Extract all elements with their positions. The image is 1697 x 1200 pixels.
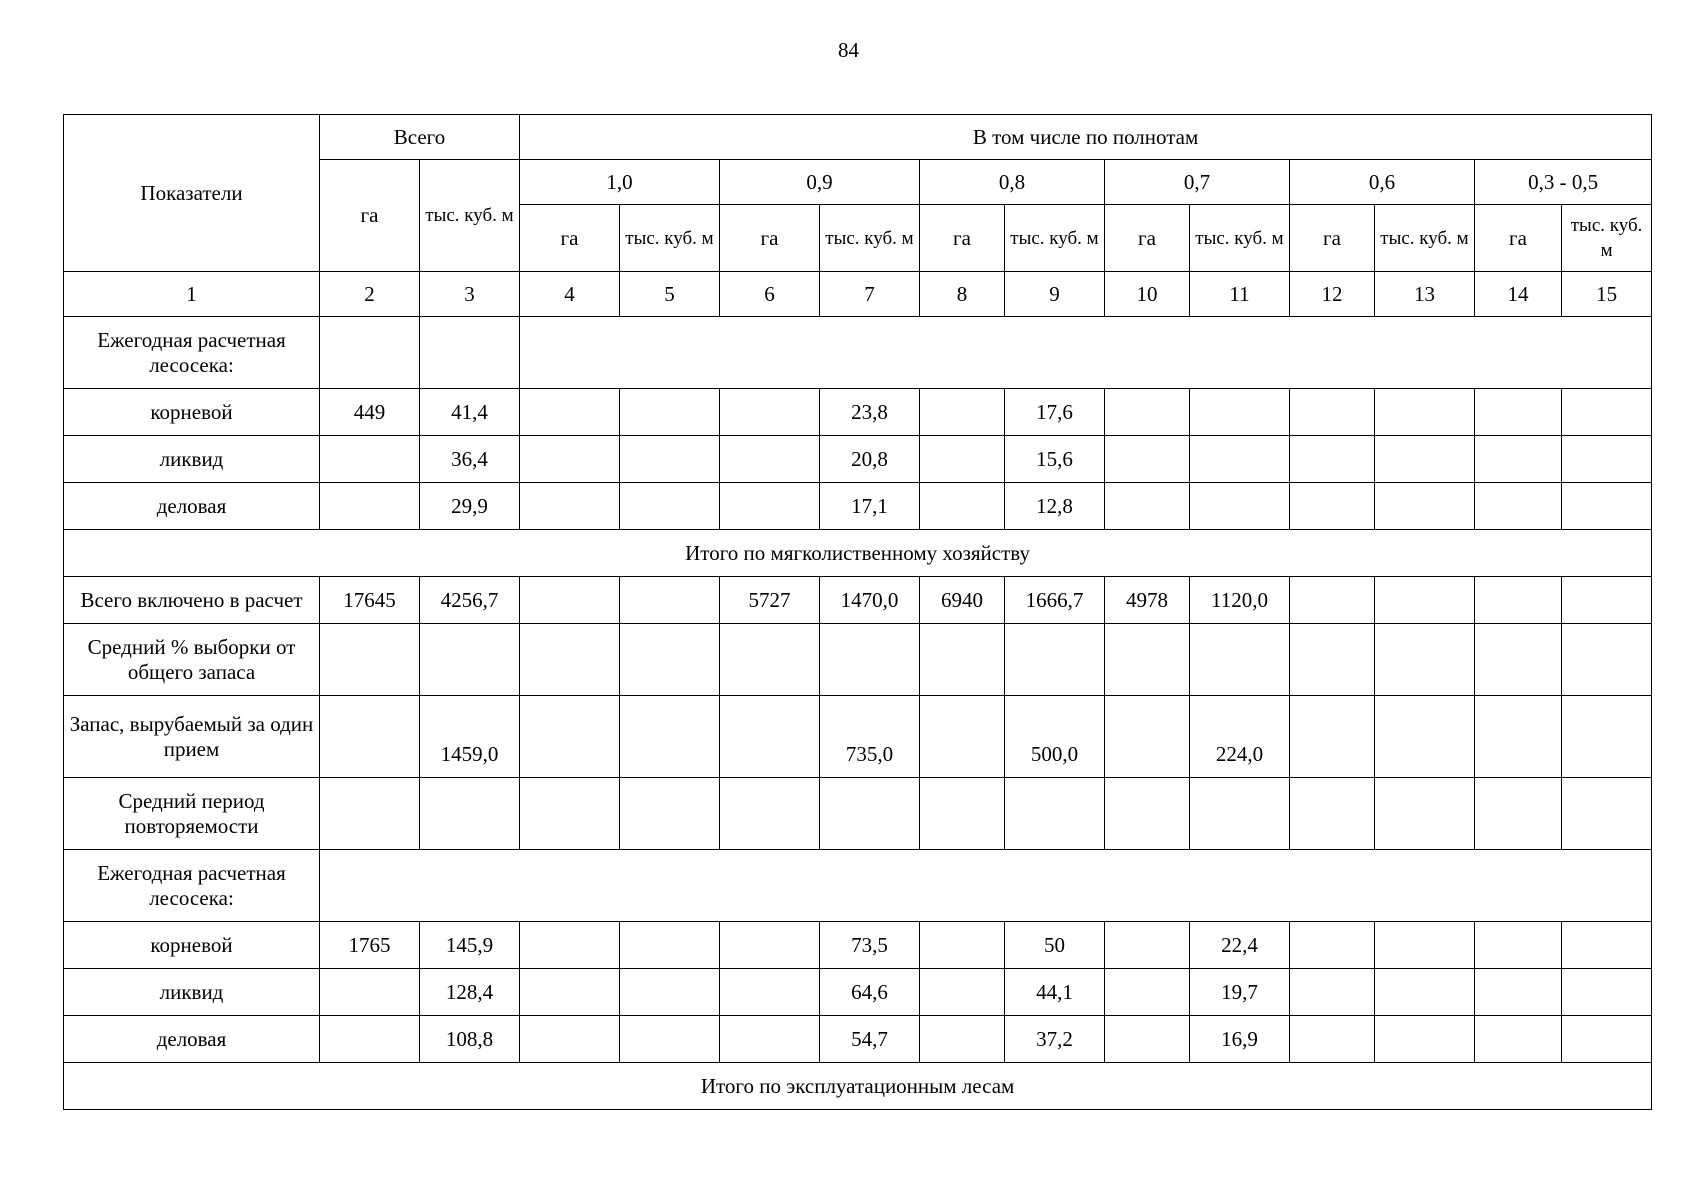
header-volume: тыс. куб. м bbox=[1375, 205, 1475, 272]
table-cell: 73,5 bbox=[820, 922, 920, 969]
header-density: 0,9 bbox=[720, 160, 920, 205]
table-cell: 128,4 bbox=[420, 969, 520, 1016]
table-cell bbox=[1105, 922, 1190, 969]
table-cell bbox=[1375, 624, 1475, 696]
table-cell bbox=[1105, 969, 1190, 1016]
column-number: 10 bbox=[1105, 272, 1190, 317]
table-cell bbox=[1290, 1016, 1375, 1063]
table-cell bbox=[420, 317, 520, 389]
table-cell bbox=[620, 696, 720, 778]
table-cell bbox=[1475, 577, 1562, 624]
table-cell bbox=[1375, 1016, 1475, 1063]
table-cell bbox=[1290, 696, 1375, 778]
table-row bbox=[64, 389, 1652, 436]
table-cell bbox=[520, 483, 620, 530]
table-cell bbox=[1562, 696, 1652, 778]
table-cell bbox=[1190, 624, 1290, 696]
header-volume: тыс. куб. м bbox=[620, 205, 720, 272]
table-cell bbox=[1105, 696, 1190, 778]
table-cell bbox=[720, 624, 820, 696]
table-cell: 17,6 bbox=[1005, 389, 1105, 436]
column-number: 11 bbox=[1190, 272, 1290, 317]
header-ha: га bbox=[1290, 205, 1375, 272]
section-title-softwood: Итого по мягколиственному хозяйству bbox=[64, 530, 1652, 577]
table-cell bbox=[1290, 922, 1375, 969]
table-cell bbox=[620, 483, 720, 530]
row-label: Ежегодная расчетная лесосека: bbox=[64, 317, 320, 389]
table-cell bbox=[1290, 969, 1375, 1016]
header-volume: тыс. куб. м bbox=[1190, 205, 1290, 272]
table-cell bbox=[620, 1016, 720, 1063]
table-row bbox=[64, 778, 1652, 850]
table-cell bbox=[1562, 483, 1652, 530]
table-cell bbox=[1475, 483, 1562, 530]
table-cell: 224,0 bbox=[1190, 696, 1290, 778]
column-number: 1 bbox=[64, 272, 320, 317]
table-cell bbox=[520, 922, 620, 969]
table-row bbox=[64, 969, 1652, 1016]
table-cell bbox=[1475, 922, 1562, 969]
table-cell: 17,1 bbox=[820, 483, 920, 530]
table-cell bbox=[520, 389, 620, 436]
table-cell bbox=[920, 969, 1005, 1016]
header-volume: тыс. куб. м bbox=[1005, 205, 1105, 272]
table-cell bbox=[1375, 969, 1475, 1016]
table-cell bbox=[720, 483, 820, 530]
table-cell bbox=[520, 969, 620, 1016]
table-cell bbox=[520, 778, 620, 850]
page-number: 84 bbox=[838, 38, 859, 62]
table-cell bbox=[1475, 1016, 1562, 1063]
table-cell bbox=[1375, 483, 1475, 530]
table-cell bbox=[1562, 577, 1652, 624]
column-number: 3 bbox=[420, 272, 520, 317]
section-row bbox=[64, 1063, 1652, 1110]
header-total-ha: га bbox=[320, 160, 420, 272]
table-cell bbox=[1562, 922, 1652, 969]
table-cell: 6940 bbox=[920, 577, 1005, 624]
table-cell: 50 bbox=[1005, 922, 1105, 969]
header-density: 0,3 - 0,5 bbox=[1475, 160, 1652, 205]
header-total-volume: тыс. куб. м bbox=[420, 160, 520, 272]
table-cell bbox=[1475, 969, 1562, 1016]
table-cell: 1470,0 bbox=[820, 577, 920, 624]
table-row bbox=[64, 922, 1652, 969]
table-cell bbox=[520, 1016, 620, 1063]
header-volume: тыс. куб. м bbox=[1562, 205, 1652, 272]
column-number: 13 bbox=[1375, 272, 1475, 317]
table-cell bbox=[320, 1016, 420, 1063]
table-cell: 29,9 bbox=[420, 483, 520, 530]
table-cell bbox=[1562, 436, 1652, 483]
table-cell bbox=[1375, 922, 1475, 969]
table-cell bbox=[1190, 389, 1290, 436]
table-cell bbox=[920, 1016, 1005, 1063]
header-volume: тыс. куб. м bbox=[820, 205, 920, 272]
table-cell bbox=[320, 778, 420, 850]
row-label: Всего включено в расчет bbox=[64, 577, 320, 624]
table-cell bbox=[720, 436, 820, 483]
table-row bbox=[64, 850, 1652, 922]
table-cell bbox=[920, 778, 1005, 850]
table-cell bbox=[520, 577, 620, 624]
table-cell bbox=[720, 389, 820, 436]
column-number: 8 bbox=[920, 272, 1005, 317]
table-row bbox=[64, 624, 1652, 696]
table-cell bbox=[1562, 778, 1652, 850]
table-cell bbox=[1290, 577, 1375, 624]
column-number: 5 bbox=[620, 272, 720, 317]
forest-table bbox=[63, 114, 1652, 1110]
table-cell bbox=[720, 922, 820, 969]
table-cell bbox=[1562, 969, 1652, 1016]
row-label: корневой bbox=[64, 389, 320, 436]
column-number: 12 bbox=[1290, 272, 1375, 317]
table-cell bbox=[620, 389, 720, 436]
table-cell bbox=[1190, 483, 1290, 530]
row-label: Средний % выборки от общего запаса bbox=[64, 624, 320, 696]
table-cell bbox=[920, 436, 1005, 483]
table-row bbox=[64, 317, 1652, 389]
table-cell bbox=[320, 624, 420, 696]
header-row-1 bbox=[64, 115, 1652, 160]
table-cell bbox=[1190, 436, 1290, 483]
row-label: корневой bbox=[64, 922, 320, 969]
table-cell: 23,8 bbox=[820, 389, 920, 436]
table-cell: 5727 bbox=[720, 577, 820, 624]
table-cell bbox=[1375, 778, 1475, 850]
table-cell: 4256,7 bbox=[420, 577, 520, 624]
column-number: 9 bbox=[1005, 272, 1105, 317]
table-cell bbox=[920, 483, 1005, 530]
table-cell: 16,9 bbox=[1190, 1016, 1290, 1063]
table-cell: 20,8 bbox=[820, 436, 920, 483]
table-cell bbox=[1475, 436, 1562, 483]
table-cell bbox=[920, 624, 1005, 696]
table-cell bbox=[1290, 483, 1375, 530]
header-by-density: В том числе по полнотам bbox=[520, 115, 1652, 160]
table-cell: 1666,7 bbox=[1005, 577, 1105, 624]
table-cell bbox=[620, 778, 720, 850]
table-cell bbox=[1105, 1016, 1190, 1063]
table-cell: 64,6 bbox=[820, 969, 920, 1016]
table-cell bbox=[1375, 577, 1475, 624]
table-cell: 54,7 bbox=[820, 1016, 920, 1063]
section-title-exploitation: Итого по эксплуатационным лесам bbox=[64, 1063, 1652, 1110]
table-cell bbox=[1475, 389, 1562, 436]
table-cell bbox=[820, 624, 920, 696]
header-density: 0,7 bbox=[1105, 160, 1290, 205]
table-cell bbox=[520, 436, 620, 483]
table-cell bbox=[1475, 778, 1562, 850]
table-cell bbox=[320, 436, 420, 483]
row-label: Запас, вырубаемый за один прием bbox=[64, 696, 320, 778]
column-number: 7 bbox=[820, 272, 920, 317]
column-number: 15 bbox=[1562, 272, 1652, 317]
table-cell bbox=[320, 483, 420, 530]
column-number: 2 bbox=[320, 272, 420, 317]
table-cell bbox=[320, 969, 420, 1016]
table-cell bbox=[1475, 696, 1562, 778]
table-row bbox=[64, 483, 1652, 530]
table-cell bbox=[1005, 778, 1105, 850]
column-number: 14 bbox=[1475, 272, 1562, 317]
column-number-row bbox=[64, 272, 1652, 317]
table-cell: 1120,0 bbox=[1190, 577, 1290, 624]
header-indicators: Показатели bbox=[64, 115, 320, 272]
table-cell: 1765 bbox=[320, 922, 420, 969]
row-label: деловая bbox=[64, 483, 320, 530]
table-cell bbox=[1105, 436, 1190, 483]
table-cell: 1459,0 bbox=[420, 696, 520, 778]
table-cell bbox=[620, 624, 720, 696]
table-cell bbox=[1005, 624, 1105, 696]
header-ha: га bbox=[920, 205, 1005, 272]
table-cell: 19,7 bbox=[1190, 969, 1290, 1016]
header-density: 0,8 bbox=[920, 160, 1105, 205]
table-cell: 4978 bbox=[1105, 577, 1190, 624]
table-cell: 15,6 bbox=[1005, 436, 1105, 483]
table-cell bbox=[1105, 778, 1190, 850]
table-cell bbox=[1290, 389, 1375, 436]
table-cell bbox=[1375, 436, 1475, 483]
table-cell: 500,0 bbox=[1005, 696, 1105, 778]
table-cell bbox=[320, 317, 420, 389]
table-row bbox=[64, 696, 1652, 778]
table-cell bbox=[1190, 778, 1290, 850]
table-cell: 735,0 bbox=[820, 696, 920, 778]
table-cell bbox=[1105, 483, 1190, 530]
merged-empty-cell bbox=[320, 850, 1652, 922]
table-cell bbox=[320, 696, 420, 778]
table-cell bbox=[1562, 624, 1652, 696]
table-cell bbox=[720, 1016, 820, 1063]
header-ha: га bbox=[1105, 205, 1190, 272]
table-cell bbox=[1375, 389, 1475, 436]
table-cell bbox=[620, 577, 720, 624]
table-cell: 12,8 bbox=[1005, 483, 1105, 530]
table-cell bbox=[520, 696, 620, 778]
table-cell: 108,8 bbox=[420, 1016, 520, 1063]
table-row bbox=[64, 436, 1652, 483]
table-cell bbox=[720, 778, 820, 850]
table-cell bbox=[720, 969, 820, 1016]
table-cell bbox=[420, 778, 520, 850]
merged-empty-cell bbox=[520, 317, 1652, 389]
table-cell bbox=[520, 624, 620, 696]
table-cell bbox=[1562, 389, 1652, 436]
table-cell bbox=[720, 696, 820, 778]
table-cell: 145,9 bbox=[420, 922, 520, 969]
table-cell bbox=[920, 696, 1005, 778]
table-cell bbox=[420, 624, 520, 696]
table-row bbox=[64, 1016, 1652, 1063]
table-cell bbox=[1375, 696, 1475, 778]
table-cell bbox=[1562, 1016, 1652, 1063]
header-total: Всего bbox=[320, 115, 520, 160]
header-ha: га bbox=[1475, 205, 1562, 272]
table-cell: 37,2 bbox=[1005, 1016, 1105, 1063]
table-cell bbox=[920, 922, 1005, 969]
table-row bbox=[64, 577, 1652, 624]
table-cell: 41,4 bbox=[420, 389, 520, 436]
table-cell bbox=[920, 389, 1005, 436]
table-cell bbox=[1290, 778, 1375, 850]
row-label: Ежегодная расчетная лесосека: bbox=[64, 850, 320, 922]
table-cell: 449 bbox=[320, 389, 420, 436]
table-cell bbox=[1105, 624, 1190, 696]
table-cell bbox=[620, 969, 720, 1016]
table-cell bbox=[620, 922, 720, 969]
table-cell bbox=[620, 436, 720, 483]
table-cell: 22,4 bbox=[1190, 922, 1290, 969]
section-row bbox=[64, 530, 1652, 577]
header-ha: га bbox=[520, 205, 620, 272]
header-density: 0,6 bbox=[1290, 160, 1475, 205]
header-density: 1,0 bbox=[520, 160, 720, 205]
table-cell bbox=[1290, 624, 1375, 696]
column-number: 4 bbox=[520, 272, 620, 317]
table-cell bbox=[1475, 624, 1562, 696]
table-cell bbox=[1290, 436, 1375, 483]
table-cell bbox=[1105, 389, 1190, 436]
header-ha: га bbox=[720, 205, 820, 272]
table-cell: 17645 bbox=[320, 577, 420, 624]
table-cell: 36,4 bbox=[420, 436, 520, 483]
column-number: 6 bbox=[720, 272, 820, 317]
row-label: ликвид bbox=[64, 969, 320, 1016]
table-cell bbox=[820, 778, 920, 850]
table-cell: 44,1 bbox=[1005, 969, 1105, 1016]
row-label: ликвид bbox=[64, 436, 320, 483]
row-label: деловая bbox=[64, 1016, 320, 1063]
row-label: Средний период повторяемости bbox=[64, 778, 320, 850]
